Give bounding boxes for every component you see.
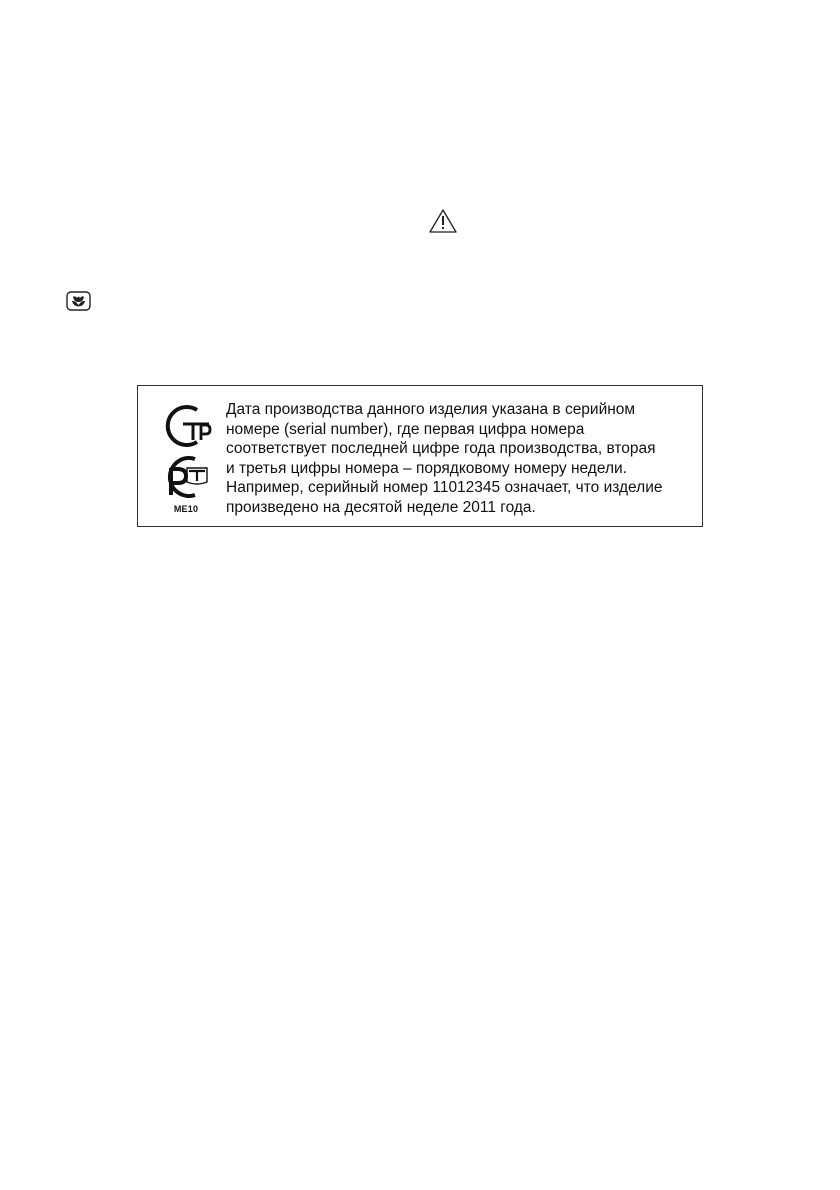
cert-mark-code: ME10 xyxy=(173,504,199,514)
environment-flower-icon xyxy=(66,291,91,311)
cert-text-line: произведено на десятой неделе 2011 года. xyxy=(226,498,536,516)
certification-box xyxy=(137,385,703,527)
gost-tr-certification-icon xyxy=(168,407,210,445)
certification-marks xyxy=(157,402,215,502)
gost-r-certification-icon xyxy=(170,458,207,496)
cert-text-line: соответствует последней цифре года производства, вторая xyxy=(226,440,656,457)
certification-text xyxy=(226,400,696,517)
cert-text-line: номере (serial number), где первая цифра номера xyxy=(226,420,585,438)
cert-text-line: Например, серийный номер 11012345 означает, что изделие xyxy=(226,479,663,496)
certification-logos xyxy=(157,402,215,517)
cert-text-line: и третья цифры номера – порядковому номеру недели. xyxy=(226,459,627,477)
cert-text-line: Дата производства данного изделия указана в серийном xyxy=(226,401,636,418)
warning-triangle-icon xyxy=(428,208,458,234)
